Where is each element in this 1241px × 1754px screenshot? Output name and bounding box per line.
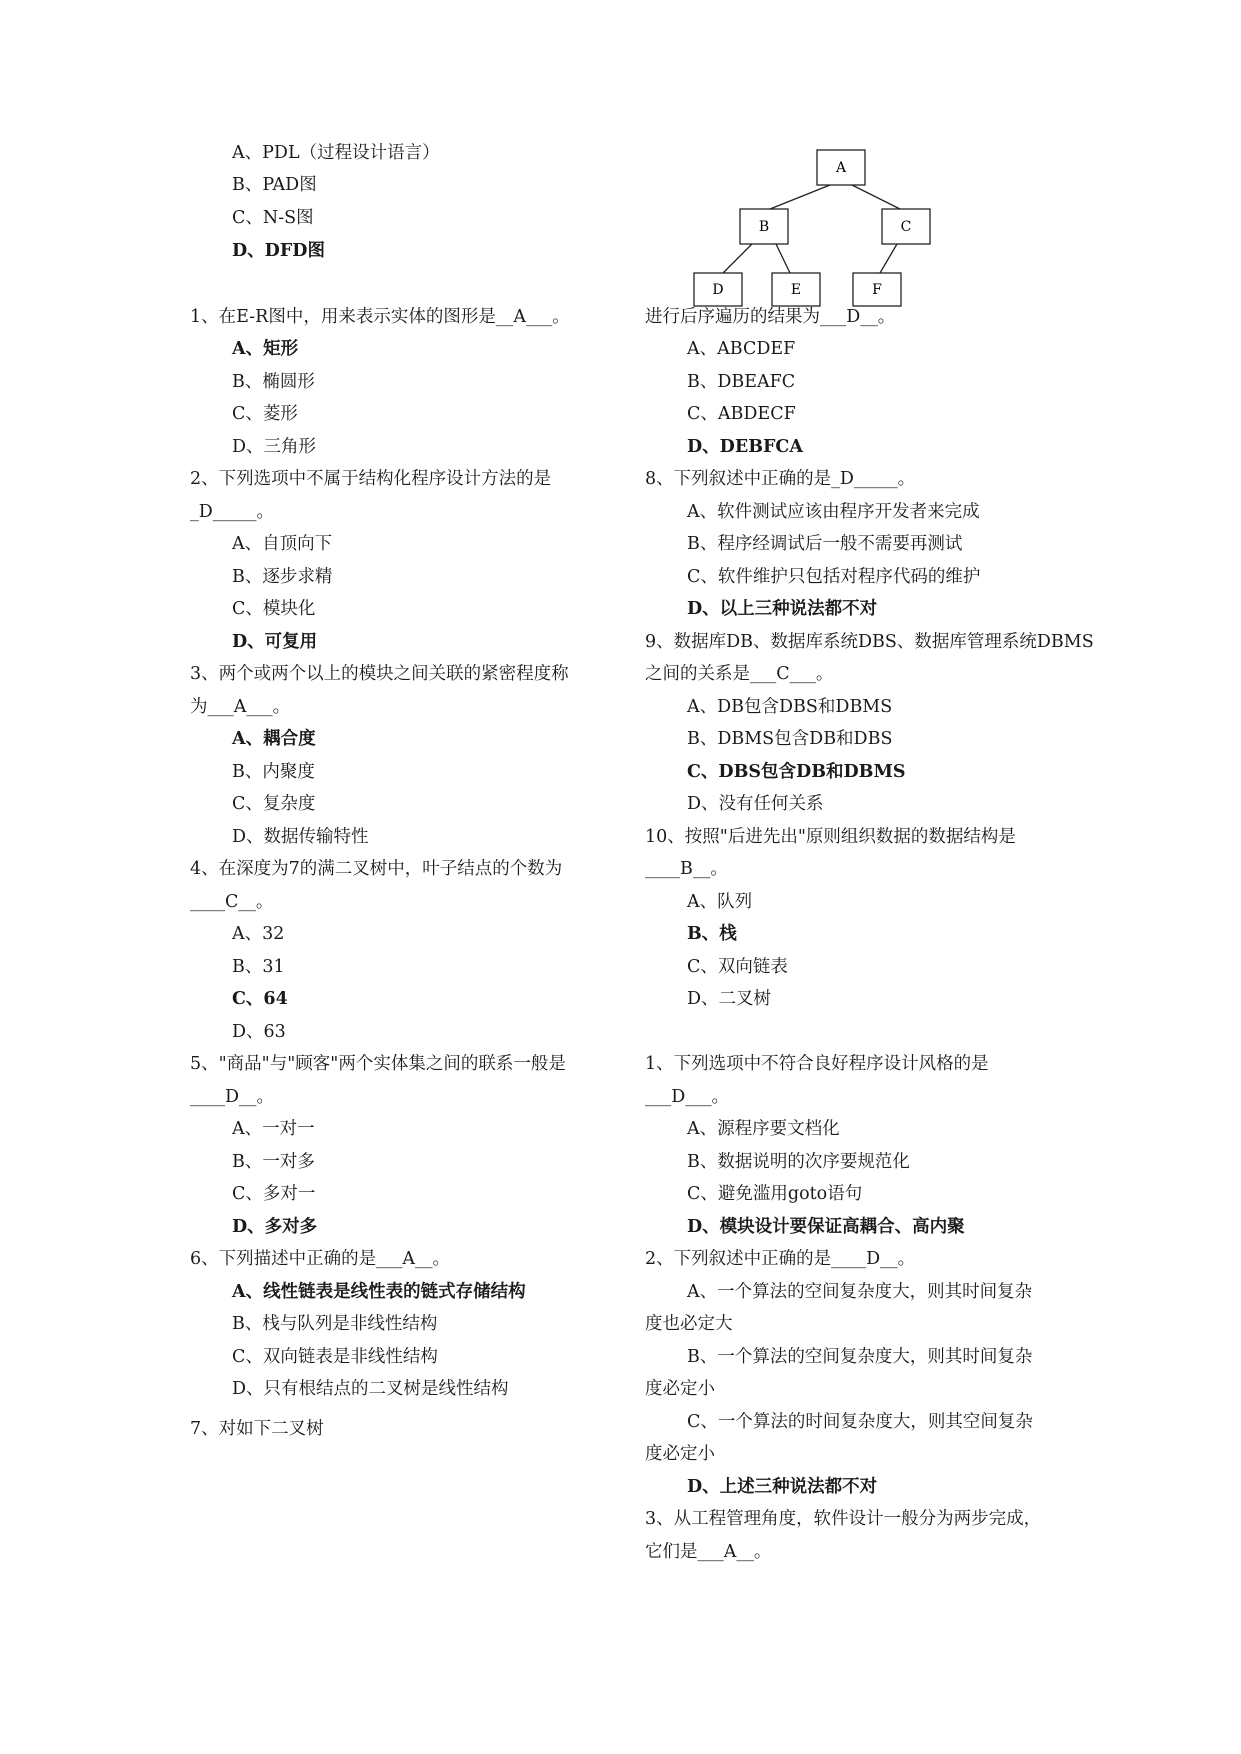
- edge-b-d: [723, 244, 752, 273]
- svg-text:F: F: [872, 282, 882, 298]
- answer-option-left-23: A、32: [232, 924, 285, 944]
- answer-option-right-24: A、源程序要文档化: [687, 1119, 840, 1139]
- question-text-left-15: 3、两个或两个以上的模块之间关联的紧密程度称: [190, 664, 569, 684]
- answer-option-left-31: C、多对一: [232, 1184, 316, 1204]
- answer-option-right-13: B、DBMS包含DB和DBS: [687, 729, 893, 749]
- question-text-right-32: 度必定小: [645, 1379, 715, 1399]
- question-text-right-11: 之间的关系是___C___。: [645, 664, 834, 684]
- answer-option-left-25: C、64: [232, 989, 288, 1009]
- answer-option-left-12: B、逐步求精: [232, 567, 333, 587]
- answer-option-right-21: D、二叉树: [687, 989, 772, 1009]
- answer-option-left-11: A、自顶向下: [232, 534, 333, 554]
- answer-option-left-20: D、数据传输特性: [232, 827, 369, 847]
- answer-option-left-19: C、复杂度: [232, 794, 316, 814]
- answer-option-right-27: D、模块设计要保证高耦合、高内聚: [687, 1217, 965, 1237]
- tree-node-b: [740, 209, 788, 244]
- answer-option-left-32: D、多对多: [232, 1217, 318, 1237]
- edge-a-b: [770, 185, 830, 209]
- answer-option-right-20: C、双向链表: [687, 957, 788, 977]
- question-text-left-4: 1、在E-R图中，用来表示实体的图形是__A___。: [190, 307, 570, 327]
- answer-option-left-14: D、可复用: [232, 632, 318, 652]
- answer-option-right-19: B、栈: [687, 924, 737, 944]
- question-text-right-36: 3、从工程管理角度，软件设计一般分为两步完成，: [645, 1509, 1042, 1529]
- answer-option-right-31: B、一个算法的空间复杂度大，则其时间复杂: [687, 1347, 1033, 1367]
- answer-option-left-2: C、N-S图: [232, 208, 314, 228]
- question-text-left-28: ____D__。: [190, 1087, 275, 1107]
- answer-option-right-18: A、队列: [687, 892, 753, 912]
- answer-option-left-6: B、椭圆形: [232, 372, 315, 392]
- question-text-left-21: 4、在深度为7的满二叉树中，叶子结点的个数为: [190, 859, 563, 879]
- svg-text:E: E: [790, 282, 802, 298]
- answer-option-right-3: C、ABDECF: [687, 404, 796, 424]
- answer-option-left-1: B、PAD图: [232, 175, 317, 195]
- question-text-right-10: 9、数据库DB、数据库系统DBS、数据库管理系统DBMS: [645, 632, 1094, 652]
- tree-node-e: [772, 273, 820, 306]
- tree-node-d: [694, 273, 742, 306]
- question-text-left-16: 为___A___。: [190, 697, 291, 717]
- tree-node-c: [882, 209, 930, 244]
- answer-option-left-3: D、DFD图: [232, 241, 325, 261]
- svg-text:C: C: [900, 219, 912, 235]
- answer-option-right-33: C、一个算法的时间复杂度大，则其空间复杂: [687, 1412, 1033, 1432]
- answer-option-left-37: D、只有根结点的二叉树是线性结构: [232, 1379, 509, 1399]
- answer-option-left-34: A、线性链表是线性表的链式存储结构: [232, 1282, 526, 1302]
- answer-option-left-30: B、一对多: [232, 1152, 315, 1172]
- answer-option-right-15: D、没有任何关系: [687, 794, 824, 814]
- answer-option-left-5: A、矩形: [232, 339, 299, 359]
- question-text-right-34: 度必定小: [645, 1444, 715, 1464]
- answer-option-left-18: B、内聚度: [232, 762, 315, 782]
- answer-option-left-17: A、耦合度: [232, 729, 316, 749]
- answer-option-right-6: A、软件测试应该由程序开发者来完成: [687, 502, 980, 522]
- edge-c-f: [880, 244, 897, 273]
- answer-option-right-7: B、程序经调试后一般不需要再测试: [687, 534, 963, 554]
- answer-option-left-24: B、31: [232, 957, 285, 977]
- answer-option-left-26: D、63: [232, 1022, 286, 1042]
- svg-text:B: B: [758, 219, 770, 235]
- answer-option-right-9: D、以上三种说法都不对: [687, 599, 878, 619]
- answer-option-right-8: C、软件维护只包括对程序代码的维护: [687, 567, 981, 587]
- question-text-left-22: ____C__。: [190, 892, 274, 912]
- tree-node-a: [817, 150, 865, 185]
- question-text-right-16: 10、按照"后进先出"原则组织数据的数据结构是: [645, 827, 1016, 847]
- svg-text:D: D: [712, 282, 724, 298]
- question-text-right-30: 度也必定大: [645, 1314, 733, 1334]
- question-text-right-5: 8、下列叙述中正确的是_D_____。: [645, 469, 916, 489]
- question-text-right-0: 进行后序遍历的结果为___D__。: [645, 307, 896, 327]
- answer-option-right-25: B、数据说明的次序要规范化: [687, 1152, 910, 1172]
- answer-option-left-35: B、栈与队列是非线性结构: [232, 1314, 438, 1334]
- question-text-left-27: 5、"商品"与"顾客"两个实体集之间的联系一般是: [190, 1054, 566, 1074]
- edge-a-c: [852, 185, 900, 209]
- answer-option-left-36: C、双向链表是非线性结构: [232, 1347, 438, 1367]
- answer-option-left-29: A、一对一: [232, 1119, 315, 1139]
- question-text-right-23: ___D___。: [645, 1087, 730, 1107]
- answer-option-left-8: D、三角形: [232, 437, 317, 457]
- answer-option-left-7: C、菱形: [232, 404, 298, 424]
- edge-b-e: [776, 244, 790, 273]
- question-text-right-17: ____B__。: [645, 859, 728, 879]
- question-text-left-10: _D_____。: [190, 502, 275, 522]
- question-text-right-22: 1、下列选项中不符合良好程序设计风格的是: [645, 1054, 989, 1074]
- answer-option-right-35: D、上述三种说法都不对: [687, 1477, 878, 1497]
- answer-option-right-2: B、DBEAFC: [687, 372, 796, 392]
- question-text-right-28: 2、下列叙述中正确的是____D__。: [645, 1249, 916, 1269]
- question-text-left-38: 7、对如下二叉树: [190, 1419, 324, 1439]
- answer-option-right-29: A、一个算法的空间复杂度大，则其时间复杂: [687, 1282, 1033, 1302]
- answer-option-right-4: D、DEBFCA: [687, 437, 803, 457]
- tree-node-f: [853, 273, 901, 306]
- question-text-left-9: 2、下列选项中不属于结构化程序设计方法的是: [190, 469, 552, 489]
- answer-option-right-12: A、DB包含DBS和DBMS: [687, 697, 893, 717]
- answer-option-right-1: A、ABCDEF: [687, 339, 796, 359]
- answer-option-left-13: C、模块化: [232, 599, 316, 619]
- question-text-right-37: 它们是___A__。: [645, 1542, 772, 1562]
- answer-option-left-0: A、PDL（过程设计语言）: [232, 143, 440, 163]
- question-text-left-33: 6、下列描述中正确的是___A__。: [190, 1249, 451, 1269]
- answer-option-right-14: C、DBS包含DB和DBMS: [687, 762, 906, 782]
- svg-text:A: A: [835, 160, 847, 176]
- answer-option-right-26: C、避免滥用goto语句: [687, 1184, 863, 1204]
